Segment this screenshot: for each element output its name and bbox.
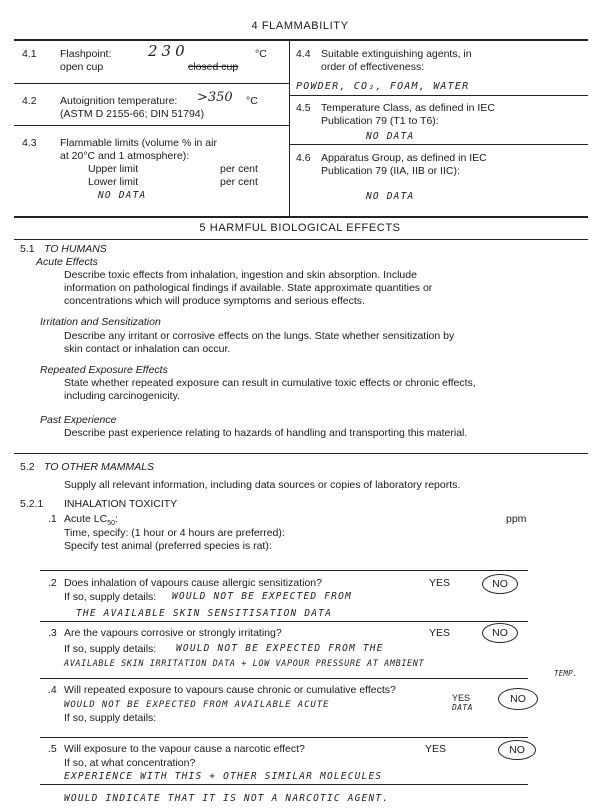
past-experience-text: Describe past experience relating to hazards of handling and transporting this material.	[64, 427, 468, 439]
subsection-heading: TO OTHER MAMMALS	[44, 461, 155, 473]
extinguishing-label: Suitable extinguishing agents, in	[321, 48, 472, 60]
item-number: 4.4	[296, 48, 311, 60]
question-text: Will exposure to the vapour cause a narcotic effect?	[64, 743, 305, 755]
intro-text: Supply all relevant information, including data sources or copies of laboratory reports.	[64, 479, 461, 491]
handwritten-answer: THE AVAILABLE SKIN SENSITISATION DATA	[76, 608, 333, 619]
supply-label: If so, supply details:	[64, 643, 157, 655]
handwritten-answer: NO DATA	[366, 131, 415, 142]
flashpoint-label: Flashpoint:	[60, 48, 112, 60]
question-number: .2	[48, 577, 57, 589]
handwritten-answer: WOULD NOT BE EXPECTED FROM AVAILABLE ACUTE	[64, 700, 330, 710]
temperature-class-label: Temperature Class, as defined in IEC	[321, 102, 495, 114]
divider	[14, 216, 588, 218]
extinguishing-label-2: order of effectiveness:	[321, 61, 425, 73]
question-text: Will repeated exposure to vapours cause chronic or cumulative effects?	[64, 684, 396, 696]
question-number: .3	[48, 627, 57, 639]
apparatus-group-label-2: Publication 79 (IIA, IIB or IIC):	[321, 165, 460, 177]
item-number: 4.5	[296, 102, 311, 114]
divider	[40, 678, 528, 679]
handwritten-answer: AVAILABLE SKIN IRRITATION DATA + LOW VAPOUR PRESSURE AT AMBIENT	[64, 659, 425, 669]
section-4-title: 4 FLAMMABILITY	[251, 20, 349, 32]
divider	[40, 784, 528, 785]
handwritten-answer: TEMP.	[554, 669, 578, 678]
question-number: .4	[48, 684, 57, 696]
test-animal-label: Specify test animal (preferred species is rat):	[64, 540, 272, 552]
subsection-heading: TO HUMANS	[44, 243, 107, 255]
no-option-circled: NO	[498, 688, 538, 710]
yes-option: YES	[452, 693, 471, 703]
irritation-text: Describe any irritant or corrosive effects on the lungs. State whether sensitization by	[64, 330, 455, 342]
handwritten-answer: WOULD NOT BE EXPECTED FROM THE	[176, 643, 384, 654]
acute-effects-text: Describe toxic effects from inhalation, ingestion and skin absorption. Include	[64, 269, 417, 281]
handwritten-answer: WOULD NOT BE EXPECTED FROM	[172, 591, 352, 602]
divider	[289, 95, 588, 96]
handwritten-answer: EXPERIENCE WITH THIS + OTHER SIMILAR MOLECULES	[64, 771, 383, 782]
divider	[14, 453, 588, 454]
divider	[40, 621, 528, 622]
handwritten-answer: POWDER, CO₂, FOAM, WATER	[296, 81, 470, 92]
unit: °C	[246, 95, 258, 107]
handwritten-answer: NO DATA	[366, 191, 415, 202]
subsection-number: 5.2.1	[20, 498, 44, 510]
subsection-number: 5.2	[20, 461, 35, 473]
yes-option: YES	[425, 743, 447, 755]
no-option-circled: NO	[482, 574, 518, 594]
temperature-class-label-2: Publication 79 (T1 to T6):	[321, 115, 439, 127]
item-number: 4.3	[22, 137, 37, 149]
acute-effects-text: information on pathological findings if available. State approximate quantities or	[64, 282, 433, 294]
acute-lc50-label: Acute $LC_{50}$:	[64, 513, 118, 528]
divider	[14, 83, 289, 84]
subsection-number: 5.1	[20, 243, 35, 255]
divider	[14, 39, 588, 41]
section-5-title: 5 HARMFUL BIOLOGICAL EFFECTS	[199, 222, 401, 234]
astm-reference: (ASTM D 2155-66; DIN 51794)	[60, 108, 205, 120]
flammable-limits-label-2: at 20°C and 1 atmosphere):	[60, 150, 190, 162]
autoignition-value: >350	[197, 90, 233, 105]
unit: ppm	[506, 513, 527, 525]
upper-limit-label: Upper limit	[88, 163, 139, 175]
divider	[289, 144, 588, 145]
supply-label: If so, supply details:	[64, 712, 157, 724]
repeated-exposure-heading: Repeated Exposure Effects	[40, 364, 168, 376]
item-number: 4.2	[22, 95, 37, 107]
yes-option: YES	[429, 577, 451, 589]
apparatus-group-label: Apparatus Group, as defined in IEC	[321, 152, 487, 164]
question-number: .1	[48, 513, 57, 525]
repeated-exposure-text: including carcinogenicity.	[64, 390, 180, 402]
time-label: Time, specify: (1 hour or 4 hours are preferred):	[64, 527, 285, 539]
acute-effects-heading: Acute Effects	[36, 256, 98, 268]
flammable-limits-label: Flammable limits (volume % in air	[60, 137, 217, 149]
supply-label: If so, supply details:	[64, 591, 157, 603]
handwritten-answer: NO DATA	[98, 190, 147, 201]
handwritten-answer: DATA	[452, 703, 473, 712]
question-text: Does inhalation of vapours cause allergic sensitization?	[64, 577, 322, 589]
question-text: Are the vapours corrosive or strongly irritating?	[64, 627, 282, 639]
acute-effects-text: concentrations which will produce symptoms and serious effects.	[64, 295, 365, 307]
per-cent: per cent	[220, 176, 258, 188]
open-cup-label: open cup	[60, 61, 104, 73]
flashpoint-value: 230	[148, 42, 189, 60]
irritation-text: skin contact or inhalation can occur.	[64, 343, 231, 355]
concentration-label: If so, at what concentration?	[64, 757, 196, 769]
handwritten-answer: WOULD INDICATE THAT IT IS NOT A NARCOTIC AGENT.	[64, 793, 390, 804]
repeated-exposure-text: State whether repeated exposure can result in cumulative toxic effects or chronic effects,	[64, 377, 476, 389]
divider	[14, 239, 588, 240]
unit: °C	[255, 48, 267, 60]
no-option-circled: NO	[482, 623, 518, 643]
past-experience-heading: Past Experience	[40, 414, 117, 426]
column-divider	[289, 41, 290, 217]
question-number: .5	[48, 743, 57, 755]
closed-cup-struck: closed cup	[188, 61, 239, 73]
divider	[14, 125, 289, 126]
item-number: 4.1	[22, 48, 37, 60]
subsection-heading: INHALATION TOXICITY	[64, 498, 178, 510]
irritation-heading: Irritation and Sensitization	[40, 316, 161, 328]
yes-option: YES	[429, 627, 451, 639]
no-option-circled: NO	[498, 740, 536, 760]
lower-limit-label: Lower limit	[88, 176, 139, 188]
autoignition-label: Autoignition temperature:	[60, 95, 178, 107]
item-number: 4.6	[296, 152, 311, 164]
per-cent: per cent	[220, 163, 258, 175]
divider	[40, 737, 528, 738]
divider	[40, 570, 528, 571]
